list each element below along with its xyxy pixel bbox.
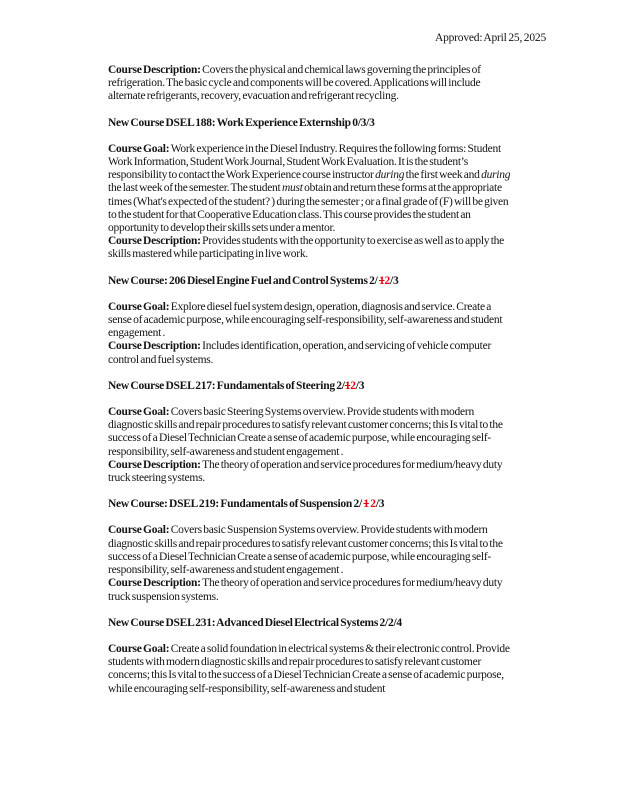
text-run: New Course: 206 Diesel Engine Fuel and Control Systems 2/ bbox=[108, 274, 380, 287]
deleted-credit-value: 1 bbox=[363, 498, 369, 511]
text-run: must bbox=[281, 182, 303, 195]
course-section-dsel-188-work-experience-externship bbox=[108, 117, 514, 262]
approved-date: Approved: April 25, 2025 bbox=[434, 32, 546, 44]
course-heading bbox=[108, 617, 514, 630]
text-run: Provides students with the opportunity to exercise as well as to apply the skills mastered while participating in live work. bbox=[108, 235, 504, 261]
text-run: during bbox=[375, 169, 405, 182]
course-section-dsel-231-advanced-diesel-electrical-systems bbox=[108, 617, 514, 696]
text-run: Create a solid foundation in electrical systems & their electronic control. Provide students with modern diagnostic skills and repair procedures to satisfy relevant customer concerns; this Is vital to the success of a Diesel Technician Create a sense of academic purpose, while encouraging self-responsibility, self-awareness and student bbox=[108, 642, 510, 695]
text-run: Course Description: bbox=[108, 340, 203, 353]
text-run: Course Description: bbox=[108, 235, 203, 248]
course-paragraph bbox=[108, 406, 514, 459]
course-paragraph bbox=[108, 64, 514, 104]
text-run: Course Goal: bbox=[108, 406, 171, 419]
text-run: New Course DSEL 188: Work Experience Externship 0/3/3 bbox=[108, 116, 375, 129]
text-run: The theory of operation and service procedures for medium/heavy duty truck steering systems. bbox=[108, 458, 503, 485]
text-run: /3 bbox=[390, 274, 399, 287]
course-heading bbox=[108, 275, 514, 288]
text-run: obtain and return these forms at the appropriate times (What's expected of the student? ) during the semester ; or a final grade of (F) will be given to the student for that Cooperative Education class. This course provides the student an opportunity to develop their skills sets under a mentor. bbox=[108, 182, 509, 235]
text-run: Course Description: bbox=[108, 577, 203, 590]
text-run: Course Goal: bbox=[108, 142, 171, 155]
revised-credit-value: 2 bbox=[368, 498, 376, 511]
text-run: New Course DSEL 217: Fundamentals of Steering 2/ bbox=[108, 379, 345, 392]
text-run: Covers the physical and chemical laws governing the principles of refrigeration. The basic cycle and components will be covered. Applications will include alternate refrigerants, recovery, evacuation and refrigerant recycling. bbox=[108, 64, 481, 103]
revised-credit-value: 2 bbox=[350, 379, 356, 392]
text-run: the first week and bbox=[404, 169, 482, 182]
course-paragraph bbox=[108, 301, 514, 341]
course-section-refrigeration-description bbox=[108, 64, 514, 104]
course-paragraph bbox=[108, 577, 514, 603]
course-paragraph bbox=[108, 524, 514, 577]
course-paragraph bbox=[108, 143, 514, 235]
course-section-course-206-diesel-engine-fuel-and-control-systems bbox=[108, 275, 514, 367]
text-run: New Course: DSEL 219: Fundamentals of Suspension 2/ bbox=[108, 498, 364, 511]
text-run: /3 bbox=[355, 379, 365, 392]
text-run: New Course DSEL 231: Advanced Diesel Electrical Systems 2/2/4 bbox=[108, 616, 402, 629]
course-paragraph bbox=[108, 459, 514, 485]
text-run: Course Description: bbox=[108, 458, 203, 471]
course-paragraph bbox=[108, 235, 514, 261]
course-paragraph bbox=[108, 340, 514, 366]
text-run: Explore diesel fuel system design, operation, diagnosis and service. Create a sense of academic purpose, while encouraging self-responsibility, self-awareness and student engagement . bbox=[108, 300, 503, 340]
document-body bbox=[108, 64, 514, 709]
course-section-dsel-217-fundamentals-of-steering bbox=[108, 380, 514, 485]
text-run: Work experience in the Diesel Industry. Requires the following forms: Student Work Information, Student Work Journal, Student Work Evaluation. It is the student’s responsibility to contact the Work Experience course instructor bbox=[108, 142, 501, 182]
course-paragraph bbox=[108, 643, 514, 696]
text-run: Covers basic Steering Systems overview. Provide students with modern diagnostic skills and repair procedures to satisfy relevant customer concerns; this Is vital to the success of a Diesel Technician Create a sense of academic purpose, while encouraging self-responsibility, self-awareness and student engagement . bbox=[108, 406, 503, 458]
text-run: Course Goal: bbox=[108, 300, 171, 313]
course-section-dsel-219-fundamentals-of-suspension bbox=[108, 498, 514, 603]
text-run: Course Goal: bbox=[108, 524, 171, 537]
course-heading bbox=[108, 380, 514, 393]
text-run: Course Description: bbox=[108, 64, 203, 76]
course-heading bbox=[108, 498, 514, 511]
text-run: The theory of operation and service procedures for medium/heavy duty truck suspension systems. bbox=[108, 577, 503, 603]
course-heading bbox=[108, 117, 514, 130]
text-run: Course Goal: bbox=[108, 642, 171, 655]
text-run: during bbox=[481, 169, 511, 182]
deleted-credit-value: 1 bbox=[344, 379, 351, 392]
revised-credit-value: 2 bbox=[384, 274, 391, 287]
text-run: Covers basic Suspension Systems overview. Provide students with modern diagnostic skills and repair procedures to satisfy relevant customer concerns; this Is vital to the success of a Diesel Technician Create a sense of academic purpose, while encouraging self-responsibility, self-awareness and student engagement . bbox=[108, 524, 503, 577]
text-run: Includes identification, operation, and servicing of vehicle computer control and fuel systems. bbox=[108, 340, 492, 366]
text-run: the last week of the semester. The student bbox=[108, 182, 282, 195]
text-run: /3 bbox=[375, 498, 385, 511]
deleted-credit-value: 1 bbox=[379, 274, 385, 287]
